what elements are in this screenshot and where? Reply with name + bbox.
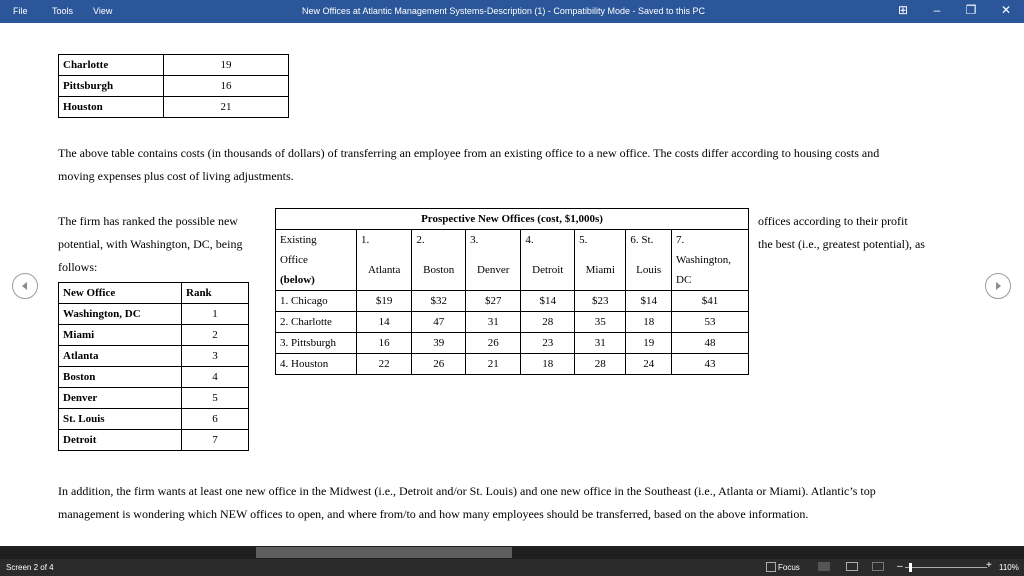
column-header: DC xyxy=(672,270,749,291)
table-caption: Prospective New Offices (cost, $1,000s) xyxy=(276,209,749,230)
table-row xyxy=(59,304,249,325)
rank-table xyxy=(58,282,249,451)
column-header: Office xyxy=(276,250,357,270)
table-cell: $14 xyxy=(521,291,575,312)
restore-icon[interactable]: ❐ xyxy=(965,3,977,17)
table-cell: 2 xyxy=(182,325,249,346)
table-cell: 3. Pittsburgh xyxy=(276,333,357,354)
table-cell: 28 xyxy=(575,354,626,375)
table-row xyxy=(59,346,249,367)
table-cell: 1 xyxy=(182,304,249,325)
table-cell: 6 xyxy=(182,409,249,430)
paragraph-line: In addition, the firm wants at least one new office in the Midwest (i.e., Detroit and/or St. Louis) and one new office in the Southeast (i.e., Atlanta or Miami). Atlantic’s top xyxy=(58,484,876,498)
table-row xyxy=(59,388,249,409)
column-header: (below) xyxy=(276,270,357,291)
next-screen-button[interactable] xyxy=(985,273,1011,299)
table-row xyxy=(276,333,749,354)
table-row xyxy=(59,367,249,388)
table-caption-row xyxy=(276,209,749,230)
zoom-slider-thumb[interactable] xyxy=(909,563,912,572)
table-row xyxy=(59,97,289,118)
column-header: Existing xyxy=(276,230,357,251)
table-row xyxy=(276,354,749,375)
table-cell: 2. Charlotte xyxy=(276,312,357,333)
column-header: 7. xyxy=(672,230,749,251)
fit-window-icon[interactable]: ⊞ xyxy=(897,3,909,17)
table-cell: 19 xyxy=(164,55,289,76)
column-header: 2. xyxy=(412,230,466,251)
column-header: Detroit xyxy=(521,250,575,291)
read-mode-icon[interactable] xyxy=(818,562,830,571)
table-cell: 39 xyxy=(412,333,466,354)
table-cell: 31 xyxy=(466,312,521,333)
table-cell: Miami xyxy=(59,325,182,346)
paragraph-line: The firm has ranked the possible new xyxy=(58,214,238,228)
table-cell: St. Louis xyxy=(59,409,182,430)
previous-screen-button[interactable] xyxy=(12,273,38,299)
minimize-icon[interactable]: – xyxy=(933,3,941,17)
paragraph-line: potential, with Washington, DC, being xyxy=(58,237,243,251)
paragraph-line: offices according to their profit xyxy=(758,214,908,228)
table-cell: 14 xyxy=(357,312,412,333)
web-layout-icon[interactable] xyxy=(872,562,884,571)
paragraph-requirements xyxy=(58,480,978,526)
table-cell: 53 xyxy=(672,312,749,333)
table-cell: Detroit xyxy=(59,430,182,451)
column-header: Rank xyxy=(182,283,249,304)
column-header: 4. xyxy=(521,230,575,251)
table-cell: $19 xyxy=(357,291,412,312)
focus-icon[interactable] xyxy=(766,562,776,572)
table-cell: 48 xyxy=(672,333,749,354)
table-cell: Houston xyxy=(59,97,164,118)
table-cell: 43 xyxy=(672,354,749,375)
table-header-row xyxy=(276,250,749,270)
paragraph-line: management is wondering which NEW offices to open, and where from/to and how many employees should be transferred, based on the above information. xyxy=(58,507,809,521)
paragraph-line: The above table contains costs (in thousands of dollars) of transferring an employee from an existing office to a new office. The costs differ according to housing costs and xyxy=(58,146,880,160)
zoom-out-icon[interactable]: – xyxy=(897,561,903,572)
table-cell: 4 xyxy=(182,367,249,388)
zoom-level[interactable]: 110% xyxy=(999,563,1019,572)
chevron-left-icon xyxy=(20,281,30,291)
print-layout-icon[interactable] xyxy=(846,562,858,571)
table-cell: 18 xyxy=(521,354,575,375)
table-cell: 1. Chicago xyxy=(276,291,357,312)
table-cell: $23 xyxy=(575,291,626,312)
focus-button[interactable]: Focus xyxy=(778,563,800,572)
column-header: Boston xyxy=(412,250,466,291)
table-cell: Charlotte xyxy=(59,55,164,76)
table-header-row xyxy=(59,283,249,304)
paragraph-ranking-left xyxy=(58,210,273,279)
cost-table xyxy=(275,208,749,375)
status-bar xyxy=(0,559,1024,576)
menu-view[interactable]: View xyxy=(93,6,113,16)
chevron-right-icon xyxy=(993,281,1003,291)
column-header: 1. xyxy=(357,230,412,251)
close-icon[interactable]: ✕ xyxy=(1000,3,1012,17)
table-cell: Denver xyxy=(59,388,182,409)
paragraph-costs xyxy=(58,142,968,188)
table-cell: 3 xyxy=(182,346,249,367)
column-header: 3. xyxy=(466,230,521,251)
column-header: 6. St. xyxy=(626,230,672,251)
column-header: Washington, xyxy=(672,250,749,270)
table-cell: Atlanta xyxy=(59,346,182,367)
table-row xyxy=(59,55,289,76)
column-header: New Office xyxy=(59,283,182,304)
table-cell: 7 xyxy=(182,430,249,451)
table-cell: 24 xyxy=(626,354,672,375)
paragraph-line: follows: xyxy=(58,260,98,274)
table-cell: 35 xyxy=(575,312,626,333)
document-page xyxy=(0,23,1024,546)
menu-tools[interactable]: Tools xyxy=(52,6,74,16)
column-header: Denver xyxy=(466,250,521,291)
paragraph-ranking-right xyxy=(758,210,958,256)
menu-file[interactable]: File xyxy=(13,6,28,16)
table-cell: 28 xyxy=(521,312,575,333)
table-row xyxy=(59,409,249,430)
column-header: Miami xyxy=(575,250,626,291)
table-row xyxy=(276,291,749,312)
table-cell: Boston xyxy=(59,367,182,388)
table-cell: $14 xyxy=(626,291,672,312)
paragraph-line: moving expenses plus cost of living adjustments. xyxy=(58,169,294,183)
table-cell: 19 xyxy=(626,333,672,354)
document-title: New Offices at Atlantic Management Systems-Description (1) - Compatibility Mode - Saved to this PC xyxy=(302,6,705,16)
table-cell: 16 xyxy=(164,76,289,97)
table-cell: 21 xyxy=(466,354,521,375)
scrollbar-thumb[interactable] xyxy=(256,547,512,558)
table-cell: 26 xyxy=(466,333,521,354)
screen-indicator: Screen 2 of 4 xyxy=(6,563,54,572)
table-cell: $27 xyxy=(466,291,521,312)
table-row xyxy=(59,76,289,97)
paragraph-line: the best (i.e., greatest potential), as xyxy=(758,237,925,251)
transfer-table-tail xyxy=(58,54,289,118)
table-cell: 23 xyxy=(521,333,575,354)
table-cell: 4. Houston xyxy=(276,354,357,375)
zoom-in-icon[interactable]: + xyxy=(986,560,992,571)
table-row xyxy=(276,312,749,333)
table-cell: Pittsburgh xyxy=(59,76,164,97)
table-cell: 31 xyxy=(575,333,626,354)
table-row xyxy=(59,430,249,451)
table-cell: 47 xyxy=(412,312,466,333)
table-cell: Washington, DC xyxy=(59,304,182,325)
table-cell: 22 xyxy=(357,354,412,375)
horizontal-scrollbar[interactable] xyxy=(0,546,1024,559)
column-header: Atlanta xyxy=(357,250,412,291)
table-cell: $41 xyxy=(672,291,749,312)
table-cell: 26 xyxy=(412,354,466,375)
table-cell: $32 xyxy=(412,291,466,312)
title-bar xyxy=(0,0,1024,23)
column-header: Louis xyxy=(626,250,672,291)
table-cell: 16 xyxy=(357,333,412,354)
table-cell: 18 xyxy=(626,312,672,333)
table-header-row xyxy=(276,230,749,251)
table-cell: 21 xyxy=(164,97,289,118)
column-header: 5. xyxy=(575,230,626,251)
table-cell: 5 xyxy=(182,388,249,409)
zoom-slider-track[interactable] xyxy=(905,567,987,568)
table-row xyxy=(59,325,249,346)
